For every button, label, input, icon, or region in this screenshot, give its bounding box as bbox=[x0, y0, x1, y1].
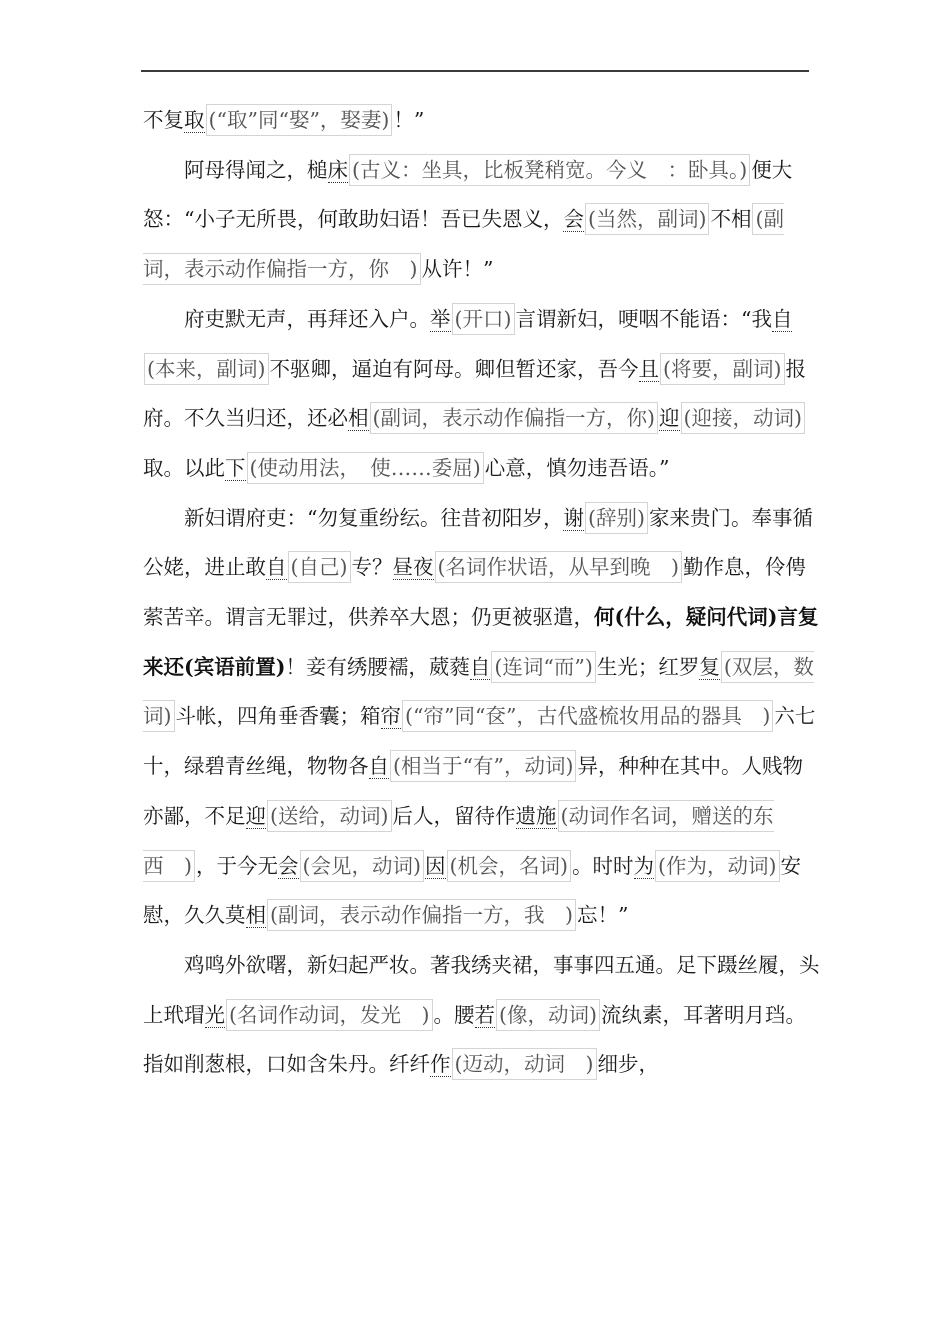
annotated-word: 自 bbox=[469, 654, 491, 679]
document-body bbox=[143, 96, 823, 1090]
text-run: 异，种种在其中。人贱物亦鄙，不足 bbox=[143, 754, 803, 828]
text-run: 专？ bbox=[351, 555, 393, 580]
annotated-word: 作 bbox=[430, 1052, 451, 1077]
paragraph bbox=[143, 494, 823, 941]
annotated-word: 为 bbox=[633, 853, 654, 878]
gloss-note: (会见，动词) bbox=[300, 850, 425, 882]
text-run: ！” bbox=[393, 108, 425, 132]
paragraph bbox=[143, 295, 823, 494]
annotated-word: 会 bbox=[278, 853, 299, 878]
annotated-word: 谢 bbox=[563, 505, 584, 530]
text-run: 家来贵门。奉事循公姥，进止敢 bbox=[143, 505, 813, 580]
text-run: 取。以此 bbox=[143, 455, 225, 480]
gloss-note: (双层，数词) bbox=[143, 651, 814, 733]
gloss-note: (送给，动词) bbox=[267, 800, 392, 832]
annotated-word: 下 bbox=[225, 455, 246, 480]
gloss-note: (“取”同“娶”，娶妻) bbox=[206, 104, 393, 136]
header-rule bbox=[141, 70, 809, 72]
annotated-word: 自 bbox=[368, 754, 389, 779]
annotated-word: 昼夜 bbox=[392, 555, 434, 580]
text-run: 六七十，绿碧青丝绳，物物各 bbox=[143, 704, 816, 779]
text-run: 心意，慎勿违吾语。” bbox=[484, 455, 670, 480]
gloss-note: (副词，表示动作偏指一方，我 ) bbox=[267, 899, 576, 931]
annotated-word: 迎 bbox=[659, 406, 680, 431]
text-run: 不复 bbox=[143, 108, 184, 132]
text-run: 府吏默无声，再拜还入户。 bbox=[184, 306, 430, 331]
gloss-note: (副词，表示动作偏指一方，你) bbox=[370, 402, 659, 434]
text-run: 鸡鸣外欲曙，新妇起严妆。著我绣夹裙，事事四五通。足下蹑丝履，头上玳瑁 bbox=[143, 952, 820, 1027]
text-run: ，于今无 bbox=[196, 853, 278, 878]
annotated-word: 光 bbox=[204, 1002, 225, 1027]
paragraph bbox=[143, 96, 823, 146]
gloss-note: (相当于“有”，动词) bbox=[390, 750, 576, 782]
gloss-note: (副词，表示动作偏指一方，你 ) bbox=[143, 203, 784, 285]
paragraph bbox=[143, 941, 823, 1090]
gloss-note: (开口) bbox=[452, 303, 515, 335]
annotated-word: 且 bbox=[638, 356, 659, 381]
gloss-note: (当然，副词) bbox=[585, 203, 710, 235]
text-run: 流纨素，耳著明月珰。指如削葱根，口如含朱丹。纤纤 bbox=[143, 1002, 806, 1077]
paragraph bbox=[143, 146, 823, 295]
gloss-note: (名词作状语，从早到晚 ) bbox=[435, 551, 683, 583]
annotated-word: 自 bbox=[266, 555, 287, 580]
text-run: 便大怒：“小子无所畏，何敢助妇语！吾已失恩义， bbox=[143, 157, 793, 232]
text-run: 。腰 bbox=[433, 1002, 475, 1027]
gloss-note: (使动用法， 使……委屈) bbox=[247, 452, 484, 484]
text-run: 不驱卿，逼迫有阿母。卿但暂还家，吾今 bbox=[269, 356, 639, 381]
annotated-word: 迎 bbox=[245, 803, 266, 828]
annotated-word: 自 bbox=[771, 306, 793, 331]
annotated-word: 举 bbox=[430, 306, 451, 331]
annotated-word: 会 bbox=[563, 207, 584, 232]
text-run: 生光；红罗 bbox=[596, 654, 700, 679]
bold-annotation: 何(什么，疑问代词)言复来还(宾语前置) bbox=[143, 605, 819, 679]
text-run: 言谓新妇，哽咽不能语：“我 bbox=[515, 306, 772, 331]
text-run: ！妾有绣腰襦，葳蕤 bbox=[285, 654, 470, 679]
text-run: 。时时 bbox=[572, 853, 634, 878]
text-run: 勤作息，伶俜萦苦辛。谓言无罪过，供养卒大恩；仍更被驱遣， bbox=[143, 555, 806, 630]
gloss-note: (迈动，动词 ) bbox=[452, 1048, 597, 1080]
gloss-note: (名词作动词，发光 ) bbox=[226, 999, 433, 1031]
text-run: 阿母得闻之，槌 bbox=[184, 157, 328, 182]
text-run: 安慰，久久莫 bbox=[143, 853, 801, 928]
text-run: 不相 bbox=[710, 207, 752, 232]
gloss-note: (古义：坐具，比板凳稍宽。今义 ：卧具。) bbox=[349, 154, 750, 186]
text-run: 忘！” bbox=[577, 903, 629, 928]
gloss-note: (迎接，动词) bbox=[681, 402, 806, 434]
gloss-note: (作为，动词) bbox=[655, 850, 780, 882]
annotated-word: 帘 bbox=[380, 704, 401, 729]
gloss-note: (机会，名词) bbox=[447, 850, 572, 882]
gloss-note: (动词作名词，赠送的东西 ) bbox=[143, 800, 774, 882]
gloss-note: (连词“而”) bbox=[491, 651, 595, 683]
gloss-note: (自己) bbox=[288, 551, 351, 583]
text-run: 细步， bbox=[597, 1052, 659, 1077]
annotated-word: 复 bbox=[699, 654, 720, 679]
text-run: 斗帐，四角垂香囊；箱 bbox=[175, 704, 381, 729]
annotated-word: 相 bbox=[348, 406, 369, 431]
gloss-note: (“帘”同“奁”，古代盛梳妆用品的器具 ) bbox=[402, 700, 773, 732]
annotated-word: 相 bbox=[245, 903, 266, 928]
annotated-word: 若 bbox=[474, 1002, 495, 1027]
text-run: 从许！” bbox=[421, 257, 494, 282]
text-run: 报府。不久当归还，还必 bbox=[143, 356, 806, 431]
annotated-word: 床 bbox=[327, 157, 348, 182]
gloss-note: (本来，副词) bbox=[144, 353, 269, 385]
annotated-word: 遗施 bbox=[515, 803, 557, 828]
annotated-word: 取 bbox=[184, 108, 205, 132]
annotated-word: 因 bbox=[425, 853, 446, 878]
gloss-note: (像，动词) bbox=[496, 999, 600, 1031]
gloss-note: (辞别) bbox=[585, 502, 648, 534]
gloss-note: (将要，副词) bbox=[660, 353, 785, 385]
text-run: 后人，留待作 bbox=[392, 803, 516, 828]
text-run: 新妇谓府吏：“勿复重纷纭。往昔初阳岁， bbox=[184, 505, 564, 530]
